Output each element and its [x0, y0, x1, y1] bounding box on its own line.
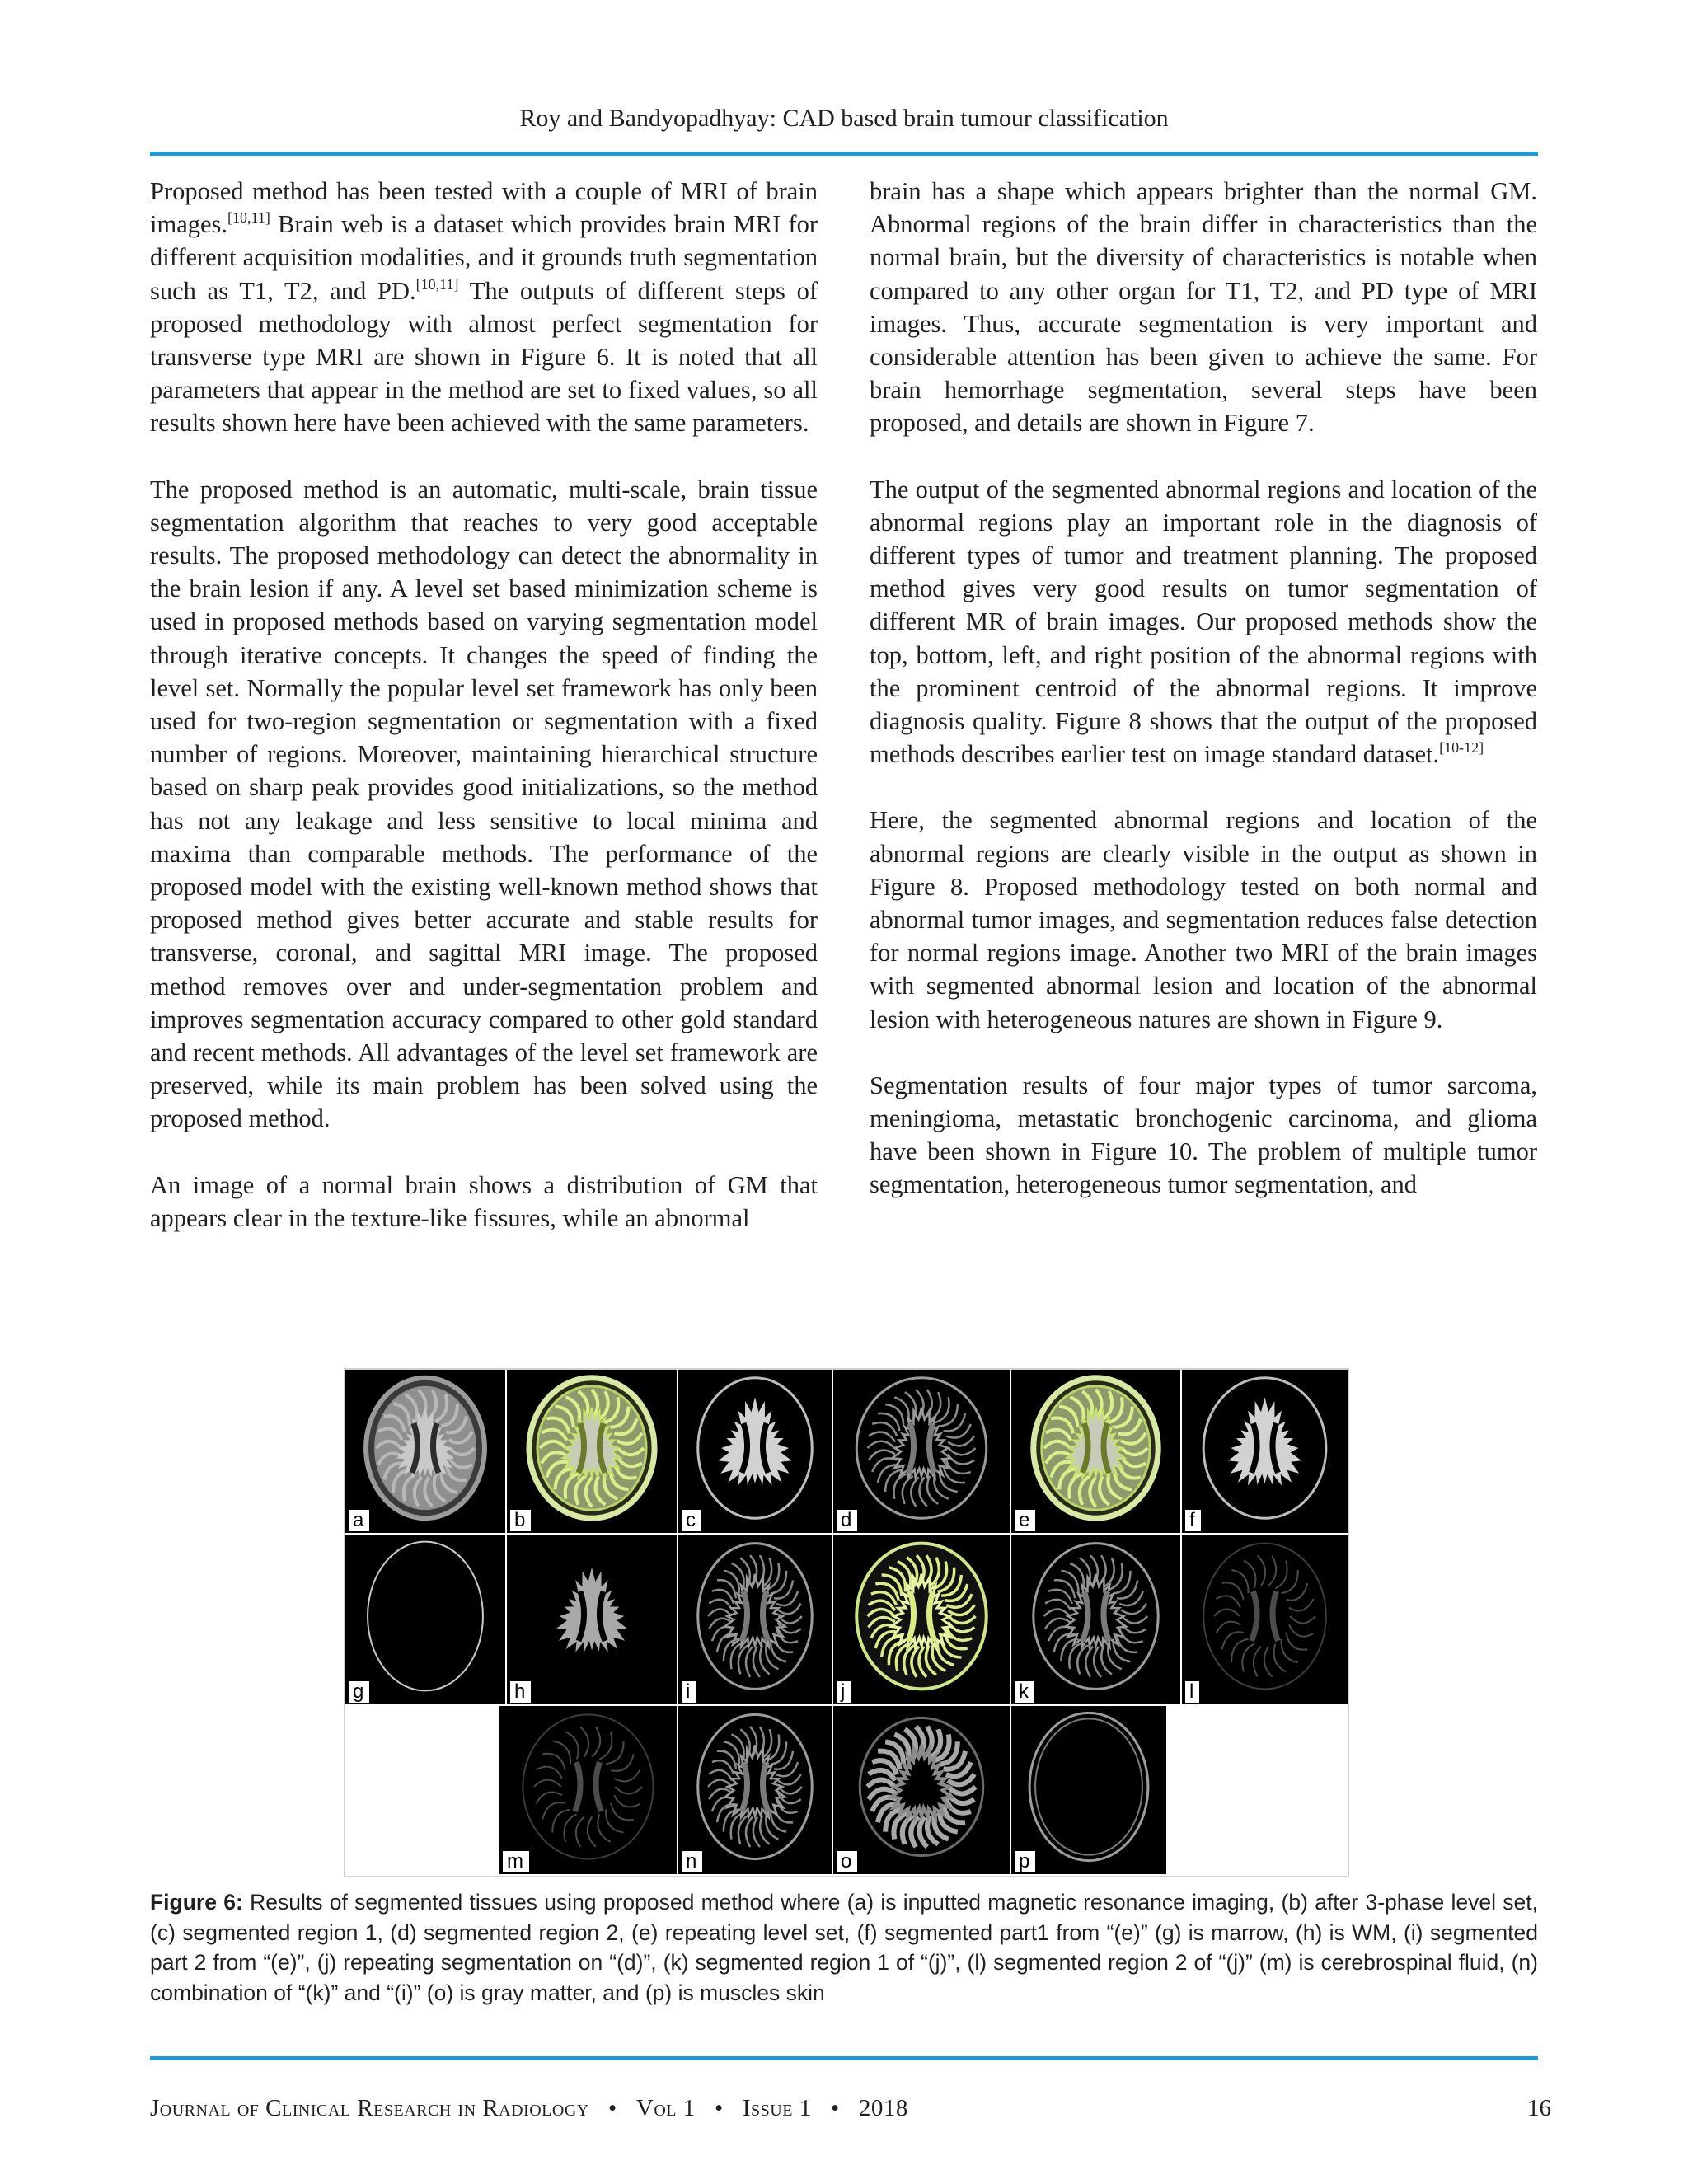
- panel-label: f: [1185, 1510, 1201, 1531]
- separator: •: [830, 2095, 840, 2121]
- journal-info: [150, 2092, 908, 2125]
- volume: Vol 1: [635, 2095, 696, 2121]
- page-number: 16: [1527, 2095, 1551, 2121]
- caption-text: Results of segmented tissues using proposed method where (a) is inputted magnetic resonance imaging, (b) after 3-phase level set, (c) segmented region 1, (d) segmented region 2, (e) repeating level set, (f) segmented part1 from “(e)” (g) is marrow, (h) is WM, (i) segmented part 2 from “(e)”, (j) repeating segmentation on “(d)”, (k) segmented region 1 of “(j)”, (l) segmented region 2 of “(j)” (m) is cerebrospinal fluid, (n) combination of “(k)” and “(i)” (o) is gray matter, and (p) is muscles skin: [150, 1890, 1539, 2005]
- separator: •: [714, 2095, 724, 2121]
- figure-panel-h: [507, 1535, 677, 1704]
- paragraph: The output of the segmented abnormal regions and location of the abnormal regions play an important role in the diagnosis of different types of tumor and treatment planning. The proposed method gives very good results on tumor segmentation of different MR of brain images. Our proposed methods show the top, bottom, left, and right position of the abnormal regions with the prominent centroid of the abnormal regions. It improve diagnosis quality. Figure 8 shows that the output of the proposed methods describes earlier test on image standard dataset.[10-12]: [870, 475, 1537, 769]
- figure-panel-j: [833, 1535, 1010, 1704]
- figure-panel-f: [1182, 1370, 1348, 1533]
- brain-scan-image: [345, 1370, 505, 1533]
- panel-label: e: [1015, 1510, 1035, 1531]
- paragraph: The proposed method is an automatic, multi-scale, brain tissue segmentation algorithm that reaches to very good acceptable results. The proposed methodology can detect the abnormality in the brain lesion if any. A level set based minimization scheme is used in proposed methods based on varying segmentation model through iterative concepts. It changes the speed of finding the level set. Normally the popular level set framework has only been used for two-region segmentation or segmentation with a fixed number of regions. Moreover, maintaining hierarchical structure based on sharp peak provides good initializations, so the method has not any leakage and less sensitive to local minima and maxima than comparable methods. The performance of the proposed model with the existing well-known method shows that proposed method gives better accurate and stable results for transverse, coronal, and sagittal MRI image. The proposed method removes over and under-segmentation problem and improves segmentation accuracy compared to other gold standard and recent methods. All advantages of the level set framework are preserved, while its main problem has been solved using the proposed method.: [150, 475, 818, 1133]
- page-footer: [150, 2092, 1551, 2125]
- panel-label: k: [1015, 1681, 1034, 1703]
- paragraph: brain has a shape which appears brighter than the normal GM. Abnormal regions of the brain differ in characteristics than the normal brain, but the diversity of characteristics is notable when compared to any other organ for T1, T2, and PD type of MRI images. Thus, accurate segmentation is very important and considerable attention has been given to achieve the same. For brain hemorrhage segmentation, several steps have been proposed, and details are shown in Figure 7.: [870, 177, 1537, 438]
- brain-scan-image: [1011, 1706, 1166, 1874]
- brain-scan-image: [678, 1535, 832, 1704]
- journal-name: Journal of Clinical Research in Radiology: [150, 2095, 589, 2121]
- panel-label: o: [837, 1851, 857, 1872]
- paragraph: Here, the segmented abnormal regions and location of the abnormal regions are clearly visible in the output as shown in Figure 8. Proposed methodology tested on both normal and abnormal tumor images, and segmentation reduces false detection for normal regions image. Another two MRI of the brain images with segmented abnormal lesion and location of the abnormal lesion with heterogeneous natures are shown in Figure 9.: [870, 806, 1537, 1033]
- figure-panel-c: [678, 1370, 832, 1533]
- panel-label: p: [1015, 1851, 1035, 1872]
- panel-label: b: [510, 1510, 531, 1531]
- caption-label: Figure 6:: [150, 1890, 243, 1915]
- figure-caption: [150, 1887, 1538, 2008]
- brain-scan-image: [1182, 1535, 1348, 1704]
- figure-panel-a: [345, 1370, 505, 1533]
- brain-scan-image: [678, 1370, 832, 1533]
- citation: [10,11]: [227, 209, 270, 227]
- issue: Issue 1: [742, 2095, 812, 2121]
- brain-scan-image: [1011, 1370, 1180, 1533]
- footer-rule: [150, 2056, 1538, 2060]
- brain-scan-image: [345, 1535, 505, 1704]
- right-column: [870, 175, 1537, 1235]
- brain-scan-image: [833, 1370, 1010, 1533]
- figure-panel-k: [1011, 1535, 1180, 1704]
- paragraph: Proposed method has been tested with a couple of MRI of brain images.[10,11] Brain web is a dataset which provides brain MRI for different acquisition modalities, and it grounds truth segmentation such as T1, T2, and PD.[10,11] The outputs of different steps of proposed methodology with almost perfect segmentation for transverse type MRI are shown in Figure 6. It is noted that all parameters that appear in the method are set to fixed values, so all results shown here have been achieved with the same parameters.: [150, 177, 818, 438]
- brain-scan-image: [507, 1370, 677, 1533]
- panel-label: a: [349, 1510, 369, 1531]
- separator: •: [607, 2095, 617, 2121]
- citation: [10,11]: [415, 275, 459, 293]
- panel-label: m: [503, 1851, 529, 1872]
- brain-scan-image: [507, 1535, 677, 1704]
- panel-label: d: [837, 1510, 857, 1531]
- panel-label: c: [682, 1510, 701, 1531]
- figure-panel-i: [678, 1535, 832, 1704]
- figure-panel-o: [833, 1706, 1010, 1874]
- brain-scan-image: [1182, 1370, 1348, 1533]
- figure-6: [344, 1368, 1349, 1877]
- figure-panel-n: [678, 1706, 832, 1874]
- figure-panel-d: [833, 1370, 1010, 1533]
- brain-scan-image: [499, 1706, 677, 1874]
- figure-panel-g: [345, 1535, 505, 1704]
- year: 2018: [858, 2095, 908, 2121]
- brain-scan-image: [833, 1535, 1010, 1704]
- panel-label: h: [510, 1681, 531, 1703]
- running-title: Roy and Bandyopadhyay: CAD based brain tumour classification: [519, 105, 1169, 132]
- brain-scan-image: [1011, 1535, 1180, 1704]
- left-column: [150, 175, 818, 1268]
- panel-label: j: [837, 1681, 851, 1703]
- panel-label: n: [682, 1851, 702, 1872]
- panel-label: g: [349, 1681, 369, 1703]
- header-rule: [150, 152, 1538, 156]
- figure-panel-l: [1182, 1535, 1348, 1704]
- panel-label: i: [682, 1681, 696, 1703]
- citation: [10-12]: [1439, 739, 1484, 757]
- brain-scan-image: [833, 1706, 1010, 1874]
- paragraph: Segmentation results of four major types of tumor sarcoma, meningioma, metastatic bronchogenic carcinoma, and glioma have been shown in Figure 10. The problem of multiple tumor segmentation, heterogeneous tumor segmentation, and: [870, 1071, 1537, 1199]
- figure-panel-m: [499, 1706, 677, 1874]
- figure-panel-e: [1011, 1370, 1180, 1533]
- brain-scan-image: [678, 1706, 832, 1874]
- panel-label: l: [1185, 1681, 1199, 1703]
- paragraph: An image of a normal brain shows a distribution of GM that appears clear in the texture-like fissures, while an abnormal: [150, 1170, 818, 1232]
- figure-panel-p: [1011, 1706, 1166, 1874]
- figure-panel-b: [507, 1370, 677, 1533]
